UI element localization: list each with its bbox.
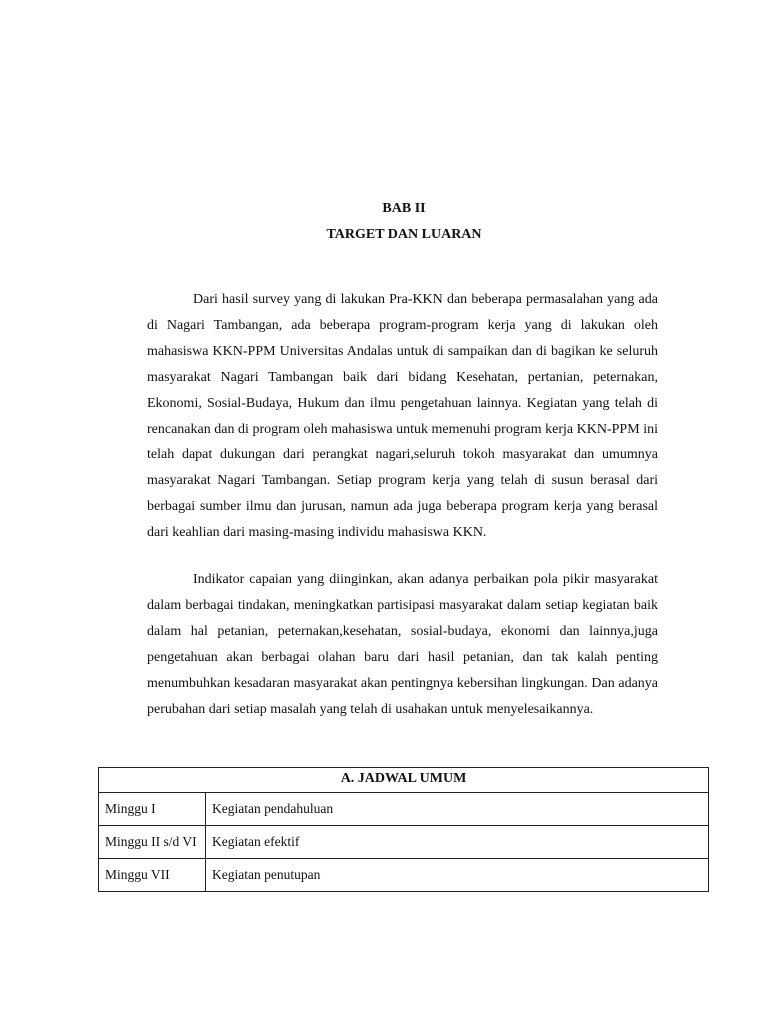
table-row xyxy=(99,793,709,826)
week-cell: Minggu II s/d VI xyxy=(99,826,206,859)
activity-cell: Kegiatan pendahuluan xyxy=(206,793,709,826)
chapter-title: TARGET DAN LUARAN xyxy=(326,227,482,242)
paragraph-indicator: Indikator capaian yang diinginkan, akan adanya perbaikan pola pikir masyarakat dalam berbagai tindakan, meningkatkan partisipasi masyarakat dalam setiap kegiatan baik dalam hal petanian, peternakan,kesehatan, sosial-budaya, ekonomi dan lainnya,juga pengetahuan akan berbagai olahan baru dari hasil petanian, dan tak kalah penting menumbuhkan kesadaran masyarakat akan pentingnya kebersihan lingkungan. Dan adanya perubahan dari setiap masalah yang telah di usahakan untuk menyelesaikannya. xyxy=(147,572,658,717)
activity-cell: Kegiatan efektif xyxy=(206,826,709,859)
activity-cell: Kegiatan penutupan xyxy=(206,859,709,892)
table-header-row xyxy=(99,768,709,793)
table-row xyxy=(99,826,709,859)
schedule-table xyxy=(98,767,709,892)
week-cell: Minggu I xyxy=(99,793,206,826)
paragraph-intro: Dari hasil survey yang di lakukan Pra-KKN dan beberapa permasalahan yang ada di Nagari Tambangan, ada beberapa program-program kerja yang di lakukan oleh mahasiswa KKN-PPM Universitas Andalas untuk di sampaikan dan di bagikan ke seluruh masyarakat Nagari Tambangan baik dari bidang Kesehatan, pertanian, peternakan, Ekonomi, Sosial-Budaya, Hukum dan ilmu pengetahuan lainnya. Kegiatan yang telah di rencanakan dan di program oleh mahasiswa untuk memenuhi program kerja KKN-PPM ini telah dapat dukungan dari perangkat nagari,seluruh tokoh masyarakat dan umumnya masyarakat Nagari Tambangan. Setiap program kerja yang telah di susun berasal dari berbagai sumber ilmu dan jurusan, namun ada juga beberapa program kerja yang berasal dari keahlian dari masing-masing individu mahasiswa KKN. xyxy=(147,292,658,541)
week-cell: Minggu VII xyxy=(99,859,206,892)
table-title: A. JADWAL UMUM xyxy=(99,768,709,793)
table-row xyxy=(99,859,709,892)
chapter-number: BAB II xyxy=(382,201,426,216)
